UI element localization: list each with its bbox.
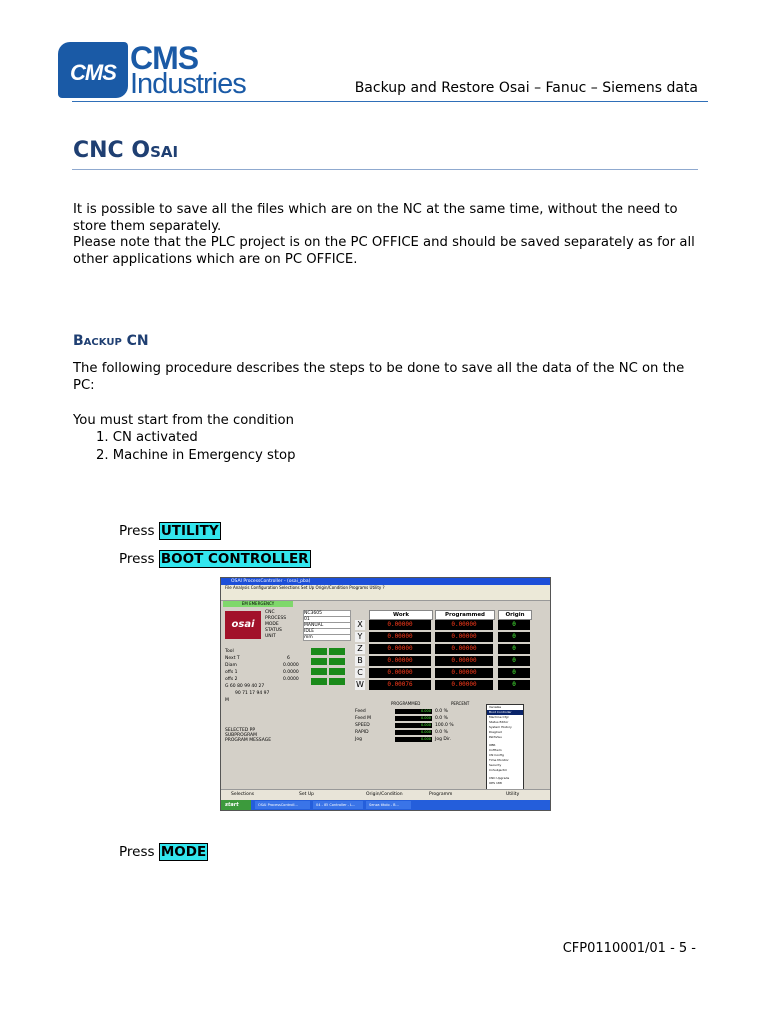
bottom-tab-origin[interactable]: Origin/Condition [366, 792, 403, 797]
mcode-label: M [225, 698, 229, 703]
axis-label: W [356, 680, 364, 689]
tool-value: 6 [287, 656, 290, 661]
cms-logo [58, 40, 246, 100]
info-label: PROCESS [265, 616, 287, 621]
shot-task-button[interactable]: 04 - IEI Controller - L... [313, 801, 363, 809]
feed-value: 0.000 [395, 737, 432, 742]
section-divider [72, 169, 698, 170]
shot-tool-panel [225, 648, 345, 704]
shot-green-button[interactable] [311, 678, 327, 685]
document-header-title: Backup and Restore Osai – Fanuc – Siemens data [354, 80, 698, 96]
step-prefix: Press [119, 551, 159, 567]
axis-row [353, 632, 533, 642]
shot-info-panel [265, 610, 347, 640]
condition-list [96, 429, 295, 465]
axis-origin: 0 [498, 668, 530, 678]
popup-item[interactable]: CnSubjectm [489, 768, 508, 772]
popup-item[interactable]: OBR [489, 743, 496, 747]
tool-label: offs 1 [225, 670, 238, 675]
axis-programmed: 0.00000 [435, 620, 493, 630]
axis-row [353, 644, 533, 654]
tool-value: 0.0000 [283, 670, 299, 675]
info-label: CNC [265, 610, 275, 615]
feed-percent: Jog Dir. [435, 737, 451, 742]
bottom-tab-selections[interactable]: Selections [231, 792, 255, 797]
popup-item[interactable]: Variable [489, 705, 502, 709]
popup-item[interactable]: PathVisu [489, 735, 502, 739]
tool-value: 0.0000 [283, 677, 299, 682]
logo-badge-text: CMS [70, 60, 116, 85]
info-label: STATUS [265, 628, 282, 633]
condition-text: You must start from the condition [73, 413, 294, 428]
gcode-row: G 60 80 99 40 27 [225, 684, 265, 689]
popup-item[interactable]: Machine Cfgl [489, 715, 509, 719]
shot-taskbar [221, 800, 550, 810]
shot-window-title: OSAI ProcessController - (osai_pba) [221, 578, 550, 585]
feed-value: 0.000 [395, 709, 432, 714]
list-item: 1. CN activated [96, 430, 198, 445]
shot-osai-logo: osai [225, 611, 261, 639]
axis-label: Y [355, 632, 365, 642]
key-utility: UTILITY [160, 523, 219, 539]
axis-work: 0.00000 [369, 656, 431, 666]
bottom-tab-utility[interactable]: Utility [506, 792, 520, 797]
shot-green-button[interactable] [329, 648, 345, 655]
logo-wordmark-cms: CMS [130, 40, 199, 76]
procedure-intro: The following procedure describes the steps to be done to save all the data of the NC on the PC: [73, 361, 685, 393]
popup-item[interactable]: Security [489, 763, 502, 767]
feed-percent: 0.0 % [435, 709, 448, 714]
program-label: SELECTED PP [225, 728, 256, 733]
info-label: UNIT [265, 634, 276, 639]
feed-value: 0.000 [395, 723, 432, 728]
shot-utility-popup-menu [486, 704, 524, 794]
step-prefix: Press [119, 844, 159, 860]
shot-start-button[interactable]: start [221, 800, 251, 810]
tool-label: Tool [225, 649, 234, 654]
col-programmed: Programmed [435, 610, 495, 620]
shot-green-button[interactable] [311, 648, 327, 655]
bottom-tab-setup[interactable]: Set Up [299, 792, 314, 797]
axis-label: C [355, 668, 365, 678]
shot-feed-panel [355, 708, 467, 743]
col-origin: Origin [498, 610, 532, 620]
axis-work: 0.00076 [369, 680, 431, 690]
axis-programmed: 0.00000 [435, 656, 493, 666]
step-press-utility [119, 523, 221, 539]
bottom-tab-programm[interactable]: Programm [429, 792, 453, 797]
popup-item-boot-controller[interactable]: Boot Controller [487, 710, 523, 715]
axis-label: B [355, 656, 365, 666]
section-title: CNC Osai [73, 138, 179, 163]
feed-percent: 100.0 % [435, 723, 454, 728]
step-press-mode [119, 844, 208, 860]
axis-row [353, 656, 533, 666]
key-boot-controller: BOOT CONTROLLER [160, 551, 309, 567]
feed-label: RAPID [355, 730, 369, 735]
shot-task-button[interactable]: Senza titolo - B... [366, 801, 411, 809]
logo-wordmark-industries: Industries [130, 68, 246, 100]
paragraph-2: Please note that the PLC project is on the PC OFFICE and should be saved separately as for all other applications which are on PC OFFICE. [73, 235, 695, 267]
key-mode: MODE [160, 844, 207, 860]
shot-green-button[interactable] [329, 658, 345, 665]
shot-menu-bar: File Analysis Configuration Selections Set Up Origin/Condition Programs Utility ? [221, 585, 550, 591]
axis-row [353, 668, 533, 678]
popup-item[interactable]: CnfHwm [489, 748, 502, 752]
step-prefix: Press [119, 523, 159, 539]
axis-origin: 0 [498, 620, 530, 630]
popup-item[interactable]: CNC Upgrade [489, 776, 510, 780]
shot-green-button[interactable] [329, 668, 345, 675]
step-press-boot-controller [119, 551, 311, 567]
tool-label: offs 2 [225, 677, 238, 682]
tool-label: Next T [225, 656, 240, 661]
feed-label: Jog [355, 737, 362, 742]
axis-work: 0.00000 [369, 620, 431, 630]
info-value: MANUAL [303, 622, 351, 629]
paragraph-1: It is possible to save all the files which are on the NC at the same time, without the need to store them separately. [73, 202, 678, 234]
popup-item[interactable]: Status Editor [489, 720, 509, 724]
axis-programmed: 0.00000 [435, 632, 493, 642]
gcode-row: 90 71 17 94 97 [235, 691, 270, 696]
shot-bottom-bar [221, 789, 550, 800]
axis-row [353, 680, 533, 690]
axis-programmed: 0.00000 [435, 680, 493, 690]
axis-programmed: 0.00000 [435, 644, 493, 654]
shot-toolbar [221, 591, 550, 601]
cnc-screenshot [220, 577, 551, 811]
axis-work: 0.00000 [369, 632, 431, 642]
axis-work: 0.00000 [369, 644, 431, 654]
info-value: mm [303, 634, 351, 641]
axis-origin: 0 [498, 632, 530, 642]
shot-green-button[interactable] [329, 678, 345, 685]
feed-value: 0.000 [395, 730, 432, 735]
popup-item[interactable]: OPS 188 [489, 781, 502, 785]
axis-work: 0.00000 [369, 668, 431, 678]
tool-label: Diam [225, 663, 237, 668]
axis-programmed: 0.00000 [435, 668, 493, 678]
info-label: MODE [265, 622, 279, 627]
shot-emergency-status: EM EMERGENCY [223, 601, 293, 607]
shot-program-labels [225, 728, 271, 743]
popup-item[interactable]: CN Config [489, 753, 504, 757]
shot-task-button[interactable]: OSAI ProcessControll... [255, 801, 310, 809]
shot-green-button[interactable] [311, 658, 327, 665]
info-value: IDLE [303, 628, 351, 635]
feed-percent: 0.0 % [435, 730, 448, 735]
feed-head-programmed: PROGRAMMED [391, 701, 421, 706]
feed-value: 0.000 [395, 716, 432, 721]
subsection-title: Backup CN [73, 333, 149, 349]
info-value: NC3605 [303, 610, 351, 617]
logo-badge [58, 42, 128, 98]
header-divider [72, 101, 708, 102]
axis-origin: 0 [498, 680, 530, 690]
program-label: SUBPROGRAM [225, 733, 258, 738]
feed-label: SPEED [355, 723, 370, 728]
axis-label: X [355, 620, 365, 630]
list-item: 2. Machine in Emergency stop [96, 448, 296, 463]
tool-value: 0.0000 [283, 663, 299, 668]
axis-origin: 0 [498, 656, 530, 666]
program-label: PROGRAM MESSAGE [225, 738, 272, 743]
axis-row [353, 620, 533, 630]
info-value: 01 [303, 616, 351, 623]
page-footer: CFP0110001/01 - 5 - [562, 941, 696, 956]
feed-percent: 0.0 % [435, 716, 448, 721]
popup-item[interactable]: System History [489, 725, 512, 729]
shot-green-button[interactable] [311, 668, 327, 675]
feed-label: Feed M [355, 716, 372, 721]
feed-label: Feed [355, 709, 366, 714]
axis-label: Z [355, 644, 365, 654]
col-work: Work [369, 610, 433, 620]
popup-item[interactable]: Time Monitor [489, 758, 509, 762]
popup-item[interactable]: DiagCad [489, 730, 502, 734]
axis-origin: 0 [498, 644, 530, 654]
feed-head-percent: PERCENT [451, 701, 470, 706]
